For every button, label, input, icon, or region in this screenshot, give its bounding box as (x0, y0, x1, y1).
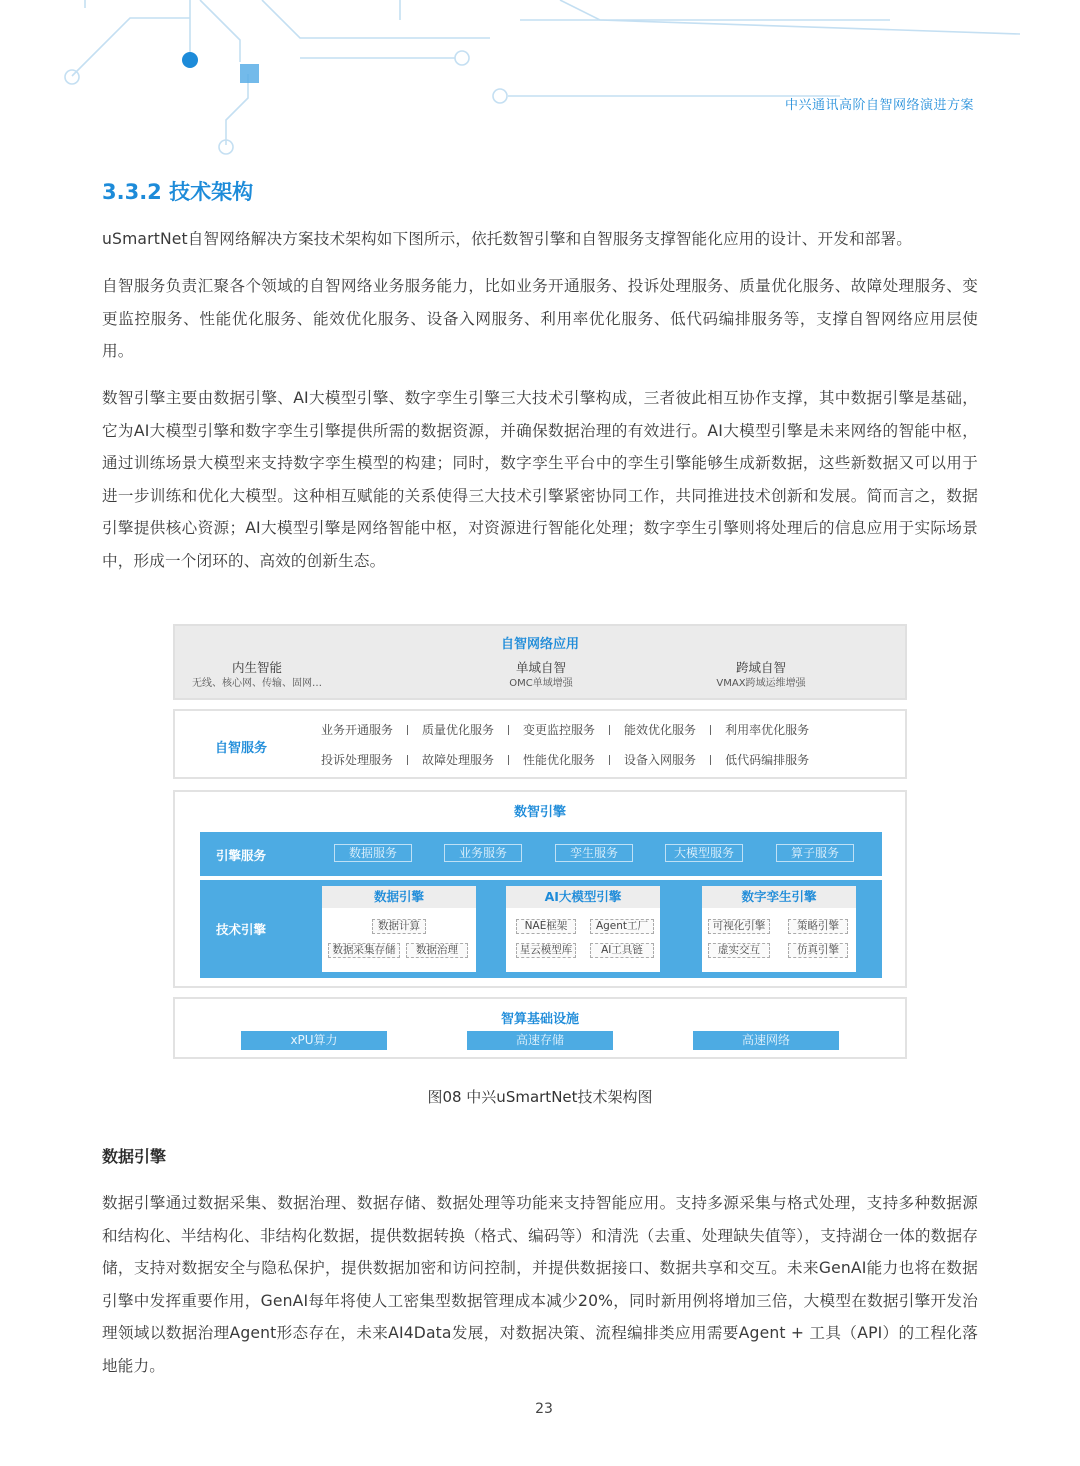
infra-box: xPU算力 (241, 1031, 387, 1050)
tech-engine-band (200, 880, 882, 978)
engine-layer (173, 790, 907, 988)
tech-card-title: 数据引擎 (322, 886, 476, 908)
app-column (157, 660, 357, 691)
app-column (441, 660, 641, 691)
engine-service-box: 孪生服务 (555, 844, 633, 862)
separator (609, 755, 610, 765)
app-column (661, 660, 861, 691)
tech-card-ai-engine (506, 886, 660, 972)
tech-chip: 可视化引擎 (708, 919, 770, 934)
separator (508, 725, 509, 735)
engine-layer-title: 数智引擎 (513, 805, 566, 820)
tech-chip: 数据计算 (372, 919, 426, 934)
tech-chip: 数据治理 (406, 943, 468, 958)
tech-engine-label: 技术引擎 (216, 922, 267, 937)
service-layer (173, 709, 907, 779)
engine-service-label: 引擎服务 (216, 848, 267, 863)
engine-service-box: 算子服务 (776, 844, 854, 862)
app-column-subtitle: OMC单域增强 (509, 678, 573, 689)
service-item: 业务开通服务 (321, 723, 394, 737)
engine-service-box: 大模型服务 (665, 844, 743, 862)
engine-service-band (200, 832, 882, 876)
tech-card-title: 数字孪生引擎 (702, 886, 856, 908)
paragraph-autonomous-services: 自智服务负责汇聚各个领域的自智网络业务服务能力，比如业务开通服务、投诉处理服务、质量优化服务、故障处理服务、变更监控服务、性能优化服务、能效优化服务、设备入网服务、利用率优化服务、低代码编排服务等，支撑自智网络应用层使用。 (102, 277, 978, 361)
infra-box: 高速网络 (693, 1031, 839, 1050)
tech-chip: 虚实交互 (708, 943, 770, 958)
application-layer-title: 自智网络应用 (500, 637, 579, 652)
tech-chip: 仿真引擎 (788, 943, 848, 958)
application-layer (173, 624, 907, 700)
separator (710, 755, 711, 765)
service-item: 能效优化服务 (624, 723, 697, 737)
separator (407, 725, 408, 735)
app-column-subtitle: 无线、核心网、传输、固网… (192, 678, 322, 689)
service-item: 变更监控服务 (523, 723, 596, 737)
service-item: 低代码编排服务 (725, 753, 810, 767)
sub-heading: 数据引擎 (102, 1147, 167, 1166)
service-item: 投诉处理服务 (321, 753, 394, 767)
engine-service-box: 业务服务 (444, 844, 522, 862)
infrastructure-layer (173, 997, 907, 1059)
tech-chip: Agent工厂 (590, 919, 654, 934)
document-header-title: 中兴通讯高阶自智网络演进方案 (784, 98, 974, 113)
infra-box: 高速存储 (467, 1031, 613, 1050)
figure-caption: 图08 中兴uSmartNet技术架构图 (427, 1088, 653, 1106)
service-item: 性能优化服务 (523, 753, 596, 767)
circuit-decoration (0, 0, 1080, 160)
separator (508, 755, 509, 765)
paragraph-data-engine: 数据引擎通过数据采集、数据治理、数据存储、数据处理等功能来支持智能应用。支持多源采集与格式处理，支持多种数据源和结构化、半结构化、非结构化数据，提供数据转换（格式、编码等）和清洗（去重、处理缺失值等），支持湖仓一体的数据存储，支持对数据安全与隐私保护，提供数据加密和访问控制，并提供数据接口、数据共享和交互。未来GenAI能力也将在数据引擎中发挥重要作用，GenAI每年将使人工密集型数据管理成本减少20%，同时新用例将增加三倍，大模型在数据引擎开发治理领域以数据治理Agent形态存在，未来AI4Data发展，对数据决策、流程编排类应用需要Agent + 工具（API）的工程化落地能力。 (102, 1194, 978, 1375)
tech-chip: AI工具链 (590, 943, 654, 958)
paragraph-intelligent-engine: 数智引擎主要由数据引擎、AI大模型引擎、数字孪生引擎三大技术引擎构成，三者彼此相互协作支撑，其中数据引擎是基础，它为AI大模型引擎和数字孪生引擎提供所需的数据资源，并确保数据治理的有效进行。AI大模型引擎是未来网络的智能中枢，通过训练场景大模型来支持数字孪生模型的构建；同时，数字孪生平台中的孪生引擎能够生成新数据，这些新数据又可以用于进一步训练和优化大模型。这种相互赋能的关系使得三大技术引擎紧密协同工作，共同推进技术创新和发展。简而言之，数据引擎提供核心资源；AI大模型引擎是网络智能中枢，对资源进行智能化处理；数字孪生引擎则将处理后的信息应用于实际场景中，形成一个闭环的、高效的创新生态。 (102, 389, 978, 570)
tech-card-data-engine (322, 886, 476, 972)
service-item: 利用率优化服务 (725, 723, 810, 737)
service-row (321, 721, 809, 738)
app-column-title: 内生智能 (231, 660, 282, 675)
tech-chip: 星云模型库 (516, 943, 576, 958)
infrastructure-layer-title: 智算基础设施 (500, 1012, 579, 1027)
tech-chip: NAE框架 (516, 919, 576, 934)
service-item: 故障处理服务 (422, 753, 495, 767)
page-number: 23 (535, 1401, 553, 1417)
engine-service-box: 数据服务 (334, 844, 412, 862)
app-column-title: 跨域自智 (735, 660, 786, 675)
app-column-subtitle: VMAX跨域运维增强 (716, 678, 806, 689)
separator (609, 725, 610, 735)
paragraph-intro: uSmartNet自智网络解决方案技术架构如下图所示，依托数智引擎和自智服务支撑智能化应用的设计、开发和部署。 (102, 230, 912, 248)
tech-chip: 策略引擎 (788, 919, 848, 934)
service-item: 设备入网服务 (624, 753, 697, 767)
service-row (321, 751, 809, 768)
service-item: 质量优化服务 (422, 723, 495, 737)
service-layer-label: 自智服务 (215, 741, 268, 756)
section-title: 3.3.2 技术架构 (102, 180, 254, 204)
app-column-title: 单域自智 (515, 660, 566, 675)
separator (407, 755, 408, 765)
tech-card-twin-engine (702, 886, 856, 972)
separator (710, 725, 711, 735)
tech-chip: 数据采集存储 (328, 943, 400, 958)
tech-card-title: AI大模型引擎 (506, 886, 660, 908)
